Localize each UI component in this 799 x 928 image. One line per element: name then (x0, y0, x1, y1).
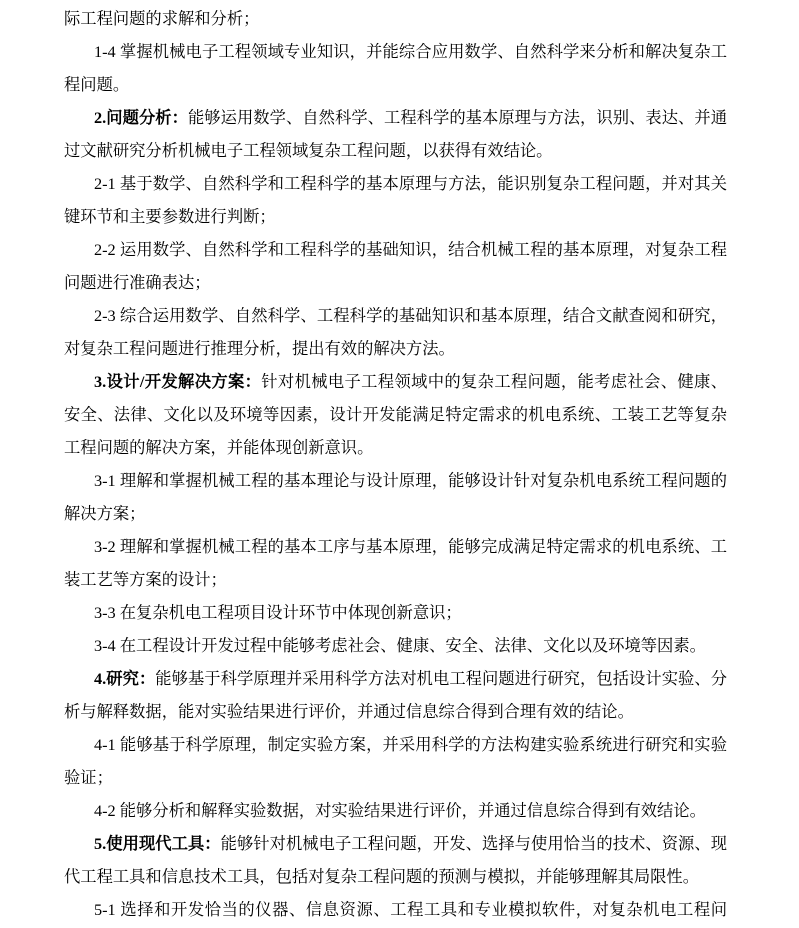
paragraph-heading: 5.使用现代工具： (94, 834, 221, 853)
paragraph: 5-1 选择和开发恰当的仪器、信息资源、工程工具和专业模拟软件，对复杂机电工程问 (94, 900, 727, 919)
paragraph: 3-1 理解和掌握机械工程的基本理论与设计原理，能够设计针对复杂机电系统工程问题的解决方案； (64, 471, 727, 523)
paragraph-heading: 3.设计/开发解决方案： (94, 372, 262, 391)
paragraph: 2.问题分析：能够运用数学、自然科学、工程科学的基本原理与方法，识别、表达、并通过文献研究分析机械电子工程领域复杂工程问题，以获得有效结论。 (64, 108, 727, 160)
paragraph-heading: 4.研究： (94, 669, 156, 688)
paragraph: 3-2 理解和掌握机械工程的基本工序与基本原理，能够完成满足特定需求的机电系统、工装工艺等方案的设计； (64, 537, 727, 589)
paragraph: 际工程问题的求解和分析； (64, 9, 260, 28)
paragraph: 4.研究：能够基于科学原理并采用科学方法对机电工程问题进行研究，包括设计实验、分析与解释数据，能对实验结果进行评价，并通过信息综合得到合理有效的结论。 (64, 669, 727, 721)
paragraph: 3-4 在工程设计开发过程中能够考虑社会、健康、安全、法律、文化以及环境等因素。 (94, 636, 706, 655)
paragraph: 5.使用现代工具：能够针对机械电子工程问题，开发、选择与使用恰当的技术、资源、现代工程工具和信息技术工具，包括对复杂工程问题的预测与模拟，并能够理解其局限性。 (64, 834, 727, 886)
paragraph: 3.设计/开发解决方案：针对机械电子工程领域中的复杂工程问题，能考虑社会、健康、安全、法律、文化以及环境等因素，设计开发能满足特定需求的机电系统、工装工艺等复杂工程问题的解决方案，并能体现创新意识。 (64, 372, 727, 457)
paragraph: 4-1 能够基于科学原理，制定实验方案，并采用科学的方法构建实验系统进行研究和实验验证； (64, 735, 727, 787)
paragraph: 2-1 基于数学、自然科学和工程科学的基本原理与方法，能识别复杂工程问题，并对其关键环节和主要参数进行判断； (64, 174, 727, 226)
paragraph-heading: 2.问题分析： (94, 108, 188, 127)
paragraph: 3-3 在复杂机电工程项目设计环节中体现创新意识； (94, 603, 462, 622)
paragraph: 2-2 运用数学、自然科学和工程科学的基础知识，结合机械工程的基本原理，对复杂工程问题进行准确表达； (64, 240, 727, 292)
paragraph: 4-2 能够分析和解释实验数据，对实验结果进行评价，并通过信息综合得到有效结论。 (94, 801, 706, 820)
paragraph: 2-3 综合运用数学、自然科学、工程科学的基础知识和基本原理，结合文献查阅和研究，对复杂工程问题进行推理分析，提出有效的解决方法。 (64, 306, 727, 358)
paragraph: 1-4 掌握机械电子工程领域专业知识，并能综合应用数学、自然科学来分析和解决复杂工程问题。 (64, 42, 727, 94)
